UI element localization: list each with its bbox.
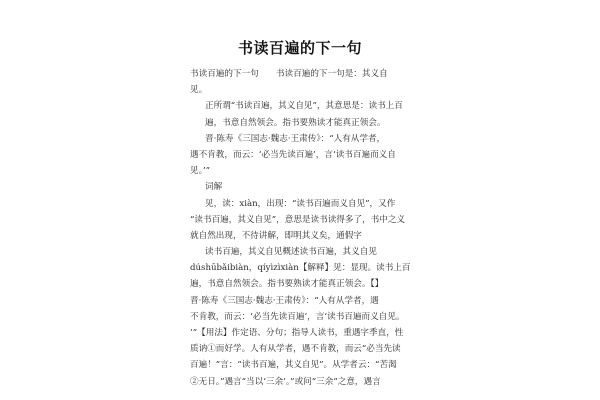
text-line: 百遍！”言：“读书百遍，其义自见”。从学者云：“苦渴: [190, 360, 397, 371]
text-line: 读书百遍，其义自见概述读书百遍，其义自见: [205, 247, 377, 258]
text-line: 正所谓“书读百遍，其义自见”，其意思是：读书上百: [205, 101, 403, 112]
text-line: dúshūbǎibiàn，qíyìzìxiàn【解释】见：显现。读书上百: [190, 263, 411, 274]
article-body: [190, 66, 420, 390]
text-line: 遍，书意自然领会。指书要熟读才能真正领会。: [205, 117, 386, 128]
text-line: 见。’”: [190, 166, 211, 177]
text-line: 晋·陈寿《三国志·魏志·王肃传》：“人有从学者，: [205, 133, 386, 144]
text-line: 见，读：xiàn，出现：“读书百遍而义自见”，又作: [205, 198, 396, 209]
text-line: 见。: [190, 85, 208, 96]
text-line: 质讷①而好学。人有从学者，遇不肯教，而云“必当先读: [190, 344, 401, 355]
text-line: 不肯教，而云：‘必当先读百遍’，言‘读书百遍而义自见。: [190, 311, 405, 322]
text-line: 就自然出现，不待讲解，即明其义矣，通假字: [190, 230, 362, 241]
text-line: 词解: [205, 182, 223, 193]
text-line: “读书百遍，其义自见”，意思是读书读得多了，书中之义: [190, 214, 406, 225]
text-line: 遇不肯教，而云：‘必当先读百遍’，言‘读书百遍而义自: [190, 149, 396, 160]
text-line: ②无日。”遇言“当以‘三余’。”或问“三余”之意，遇言: [190, 376, 381, 387]
text-line: 书读百遍的下一句 书读百遍的下一句是：其义自: [190, 69, 388, 79]
text-line: ’”【用法】作定语、分句；指导人读书，重遇字季直，性: [190, 328, 404, 338]
text-line: 晋·陈寿《三国志·魏志·王肃传》：“人有从学者，遇: [190, 295, 379, 306]
page-title: 书读百遍的下一句: [237, 39, 362, 57]
text-line: 遍，书意自然领会。指书要熟读才能真正领会。【】: [190, 279, 384, 290]
